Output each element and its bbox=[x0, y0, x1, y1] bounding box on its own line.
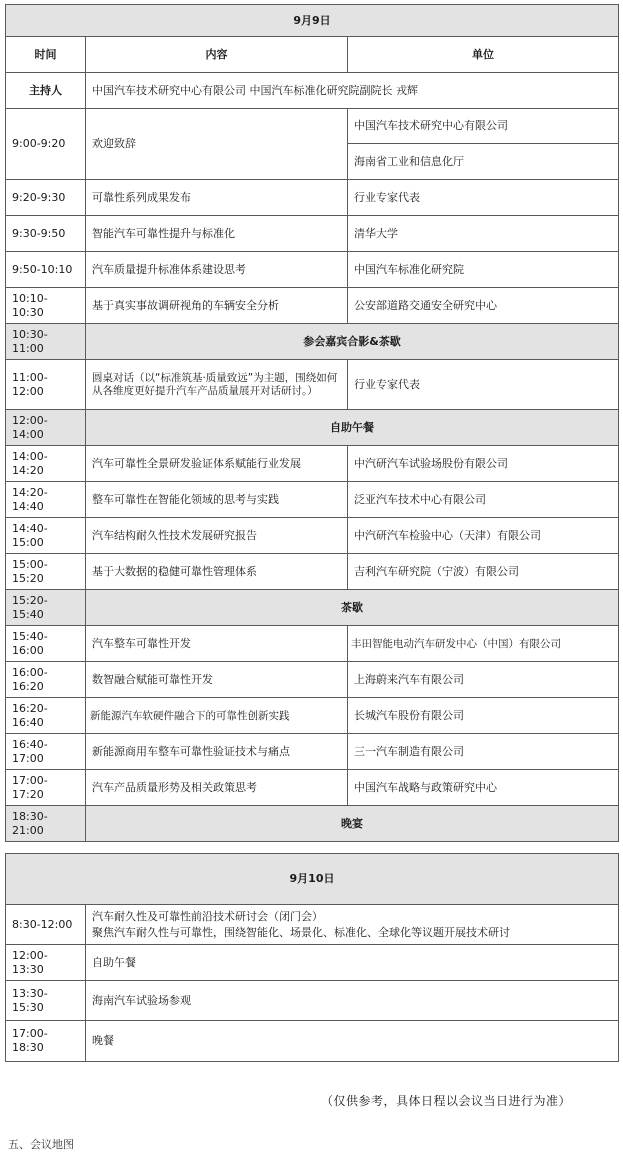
schedule-row bbox=[6, 734, 619, 770]
row-content: 汽车产品质量形势及相关政策思考 bbox=[86, 770, 348, 806]
break-row bbox=[6, 324, 619, 360]
break-time: 10:30-11:00 bbox=[6, 324, 86, 360]
header-unit: 单位 bbox=[348, 37, 619, 73]
row-time: 16:20-16:40 bbox=[6, 698, 86, 734]
row-content: 汽车结构耐久性技术发展研究报告 bbox=[86, 518, 348, 554]
welcome-unit-2: 海南省工业和信息化厅 bbox=[348, 144, 619, 180]
schedule-row bbox=[6, 518, 619, 554]
row-unit: 上海蔚来汽车有限公司 bbox=[348, 662, 619, 698]
lunch-time: 12:00-14:00 bbox=[6, 410, 86, 446]
next-section-heading: 五、会议地图 bbox=[8, 1138, 74, 1151]
row-time: 17:00-18:30 bbox=[6, 1021, 86, 1062]
row-time: 14:20-14:40 bbox=[6, 482, 86, 518]
row-time: 9:30-9:50 bbox=[6, 216, 86, 252]
lunch-label: 自助午餐 bbox=[86, 410, 619, 446]
schedule-row bbox=[6, 288, 619, 324]
schedule-row bbox=[6, 626, 619, 662]
row-unit: 丰田智能电动汽车研发中心（中国）有限公司 bbox=[348, 626, 619, 662]
schedule-row bbox=[6, 698, 619, 734]
day2-date-row bbox=[6, 854, 619, 905]
seminar-row bbox=[6, 905, 619, 945]
dinner-time: 18:30-21:00 bbox=[6, 806, 86, 842]
seminar-time: 8:30-12:00 bbox=[6, 905, 86, 945]
row-unit: 清华大学 bbox=[348, 216, 619, 252]
row-unit: 中国汽车标准化研究院 bbox=[348, 252, 619, 288]
row-time: 15:00-15:20 bbox=[6, 554, 86, 590]
host-row bbox=[6, 73, 619, 109]
row-time: 15:40-16:00 bbox=[6, 626, 86, 662]
seminar-description: 聚焦汽车耐久性与可靠性，围绕智能化、场景化、标准化、全球化等议题开展技术研讨 bbox=[92, 925, 510, 939]
dinner-label: 晚宴 bbox=[86, 806, 619, 842]
row-unit: 中国汽车战略与政策研究中心 bbox=[348, 770, 619, 806]
roundtable-content: 圆桌对话（以“标准筑基·质量致远”为主题，围绕如何从各维度更好提升汽车产品质量展开对话研讨。） bbox=[86, 360, 348, 410]
schedule-row bbox=[6, 446, 619, 482]
host-label: 主持人 bbox=[6, 73, 86, 109]
row-time: 12:00-13:30 bbox=[6, 945, 86, 981]
welcome-unit-1: 中国汽车技术研究中心有限公司 bbox=[348, 109, 619, 144]
schedule-row bbox=[6, 770, 619, 806]
break-label: 茶歇 bbox=[86, 590, 619, 626]
row-time: 9:50-10:10 bbox=[6, 252, 86, 288]
break-row bbox=[6, 590, 619, 626]
schedule-row bbox=[6, 180, 619, 216]
row-time: 9:20-9:30 bbox=[6, 180, 86, 216]
row-unit: 长城汽车股份有限公司 bbox=[348, 698, 619, 734]
row-unit: 中汽研汽车试验场股份有限公司 bbox=[348, 446, 619, 482]
welcome-row-1 bbox=[6, 109, 619, 144]
row-content: 基于真实事故调研视角的车辆安全分析 bbox=[86, 288, 348, 324]
row-unit: 中汽研汽车检验中心（天津）有限公司 bbox=[348, 518, 619, 554]
row-time: 10:10-10:30 bbox=[6, 288, 86, 324]
schedule-row bbox=[6, 662, 619, 698]
schedule-row bbox=[6, 482, 619, 518]
day1-header-row bbox=[6, 37, 619, 73]
seminar-content bbox=[86, 905, 619, 945]
row-unit: 吉利汽车研究院（宁波）有限公司 bbox=[348, 554, 619, 590]
row-content: 新能源商用车整车可靠性验证技术与痛点 bbox=[86, 734, 348, 770]
row-unit: 三一汽车制造有限公司 bbox=[348, 734, 619, 770]
schedule-row bbox=[6, 981, 619, 1021]
schedule-row bbox=[6, 554, 619, 590]
day1-date-row bbox=[6, 5, 619, 37]
row-content: 新能源汽车软硬件融合下的可靠性创新实践 bbox=[86, 698, 348, 734]
row-content: 数智融合赋能可靠性开发 bbox=[86, 662, 348, 698]
roundtable-unit: 行业专家代表 bbox=[348, 360, 619, 410]
row-content: 汽车可靠性全景研发验证体系赋能行业发展 bbox=[86, 446, 348, 482]
row-time: 14:00-14:20 bbox=[6, 446, 86, 482]
break-time: 15:20-15:40 bbox=[6, 590, 86, 626]
row-content: 汽车整车可靠性开发 bbox=[86, 626, 348, 662]
row-time: 13:30-15:30 bbox=[6, 981, 86, 1021]
row-unit: 公安部道路交通安全研究中心 bbox=[348, 288, 619, 324]
schedule-row bbox=[6, 1021, 619, 1062]
schedule-row bbox=[6, 216, 619, 252]
schedule-note: （仅供参考，具体日程以会议当日进行为准） bbox=[320, 1094, 571, 1108]
roundtable-row bbox=[6, 360, 619, 410]
row-content: 整车可靠性在智能化领域的思考与实践 bbox=[86, 482, 348, 518]
row-time: 17:00-17:20 bbox=[6, 770, 86, 806]
row-unit: 泛亚汽车技术中心有限公司 bbox=[348, 482, 619, 518]
day2-schedule-table bbox=[5, 853, 619, 1062]
dinner-row bbox=[6, 806, 619, 842]
header-content: 内容 bbox=[86, 37, 348, 73]
host-value: 中国汽车技术研究中心有限公司 中国汽车标准化研究院副院长 戎辉 bbox=[86, 73, 619, 109]
welcome-content: 欢迎致辞 bbox=[86, 109, 348, 180]
row-content: 可靠性系列成果发布 bbox=[86, 180, 348, 216]
row-content: 智能汽车可靠性提升与标准化 bbox=[86, 216, 348, 252]
schedule-row bbox=[6, 945, 619, 981]
row-time: 16:40-17:00 bbox=[6, 734, 86, 770]
day1-date: 9月9日 bbox=[6, 5, 619, 37]
roundtable-time: 11:00-12:00 bbox=[6, 360, 86, 410]
row-time: 14:40-15:00 bbox=[6, 518, 86, 554]
row-time: 16:00-16:20 bbox=[6, 662, 86, 698]
day2-date: 9月10日 bbox=[6, 854, 619, 905]
schedule-row bbox=[6, 252, 619, 288]
row-unit: 行业专家代表 bbox=[348, 180, 619, 216]
row-content: 自助午餐 bbox=[86, 945, 619, 981]
break-label: 参会嘉宾合影&茶歇 bbox=[86, 324, 619, 360]
lunch-row bbox=[6, 410, 619, 446]
seminar-title: 汽车耐久性及可靠性前沿技术研讨会（闭门会） bbox=[92, 909, 323, 923]
welcome-time: 9:00-9:20 bbox=[6, 109, 86, 180]
row-content: 海南汽车试验场参观 bbox=[86, 981, 619, 1021]
day1-schedule-table bbox=[5, 4, 619, 842]
row-content: 基于大数据的稳健可靠性管理体系 bbox=[86, 554, 348, 590]
header-time: 时间 bbox=[6, 37, 86, 73]
row-content: 汽车质量提升标准体系建设思考 bbox=[86, 252, 348, 288]
row-content: 晚餐 bbox=[86, 1021, 619, 1062]
